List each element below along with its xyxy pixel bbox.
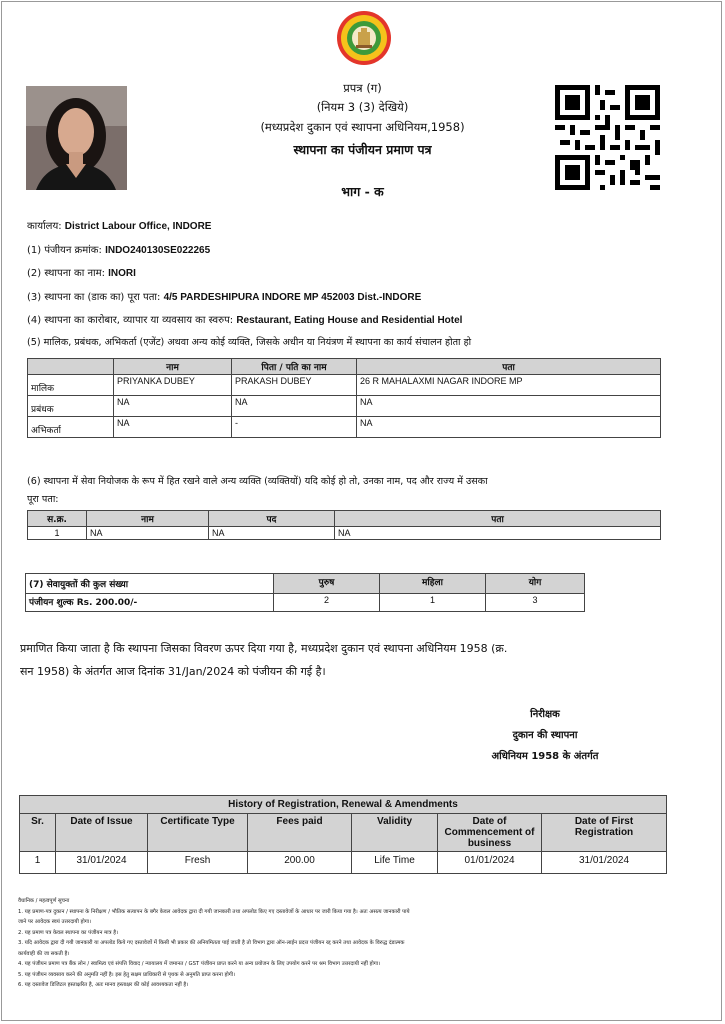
note-item: 1. यह प्रमाण-पत्र दुकान / स्थापना के निरीक्षण / भौतिक सत्यापन के बगैर केवल आवेदक द्वारा दी गयी जानकारी तथा अपलोड किए गए दस्तावेजों के आधार पर जारी किया गया है। अतः असत्य जानकारी पाये	[18, 908, 410, 915]
note-item: कार्यवाही की जा सकती है।	[18, 950, 70, 957]
other-persons-table	[27, 510, 661, 540]
note-item: 3. यदि आवेदक द्वारा दी गयी जानकारी या अपलोड किये गए दस्तावेजों में किसी भी प्रकार की अनियमितता पाई जाती है तो विभाग द्वारा ऑन-लाईन प्रदत्त पंजीयन रद्द करने तथा आवेदक के विरुद्ध दंडात्मक	[18, 940, 405, 946]
role-cell: अभिकर्ता	[28, 417, 114, 438]
establishment-name-value: INORI	[108, 268, 136, 279]
table-header-cell: महिला	[380, 574, 486, 594]
office-row	[27, 218, 211, 232]
signatory-act: अधिनियम 1958 के अंतर्गत	[491, 751, 599, 762]
male-count: 2	[274, 594, 380, 612]
owner-heading: (5) मालिक, प्रबंधक, अभिकर्ता (एजेंट) अथवा अन्य कोई व्यक्ति, जिसके अधीन या नियंत्रण में स्थापना का कार्य संचालन होता हो	[27, 337, 472, 348]
table-header-cell: पता	[335, 511, 661, 527]
table-cell: NA	[114, 417, 232, 438]
certification-line: प्रमाणित किया जाता है कि स्थापना जिसका विवरण ऊपर दिया गया है, मध्यप्रदेश दुकान एवं स्थापना अधिनियम 1958 (क्र.	[20, 642, 508, 655]
note-item: 4. यह पंजीयन प्रमाण पत्र बैंक लोन / स्वामित्व एवं संपत्ति विवाद / न्यायालय में जमानत / GST पंजीयन प्राप्त करने या अन्य प्रयोजन के लिए उपयोग करने पर श्रम विभाग उत्तरदायी नहीं होगा।	[18, 961, 381, 967]
signatory-title: निरीक्षक	[530, 709, 560, 720]
form-number: प्रपत्र (ग)	[343, 81, 382, 95]
table-cell: -	[232, 417, 357, 438]
table-cell: NA	[357, 396, 661, 417]
owners-table	[27, 358, 661, 438]
table-header-cell: योग	[486, 574, 585, 594]
employees-table	[25, 573, 585, 612]
note-item: 6. यह दस्तावेज डिजिटल हस्ताक्षरित है, अतः मानव हस्ताक्षर की कोई आवश्यकता नहीं है।	[18, 982, 189, 988]
table-header-cell: Date of Issue	[56, 814, 148, 852]
table-row	[28, 417, 661, 438]
registration-fields	[27, 0, 667, 350]
table-cell: NA	[232, 396, 357, 417]
note-item: 2. यह प्रमाण पत्र केवल स्थापना का पंजीयन मात्र है।	[18, 929, 119, 936]
establishment-name-label: (2) स्थापना का नाम:	[27, 268, 105, 279]
history-title-row	[20, 796, 667, 814]
table-cell: 01/01/2024	[438, 852, 542, 874]
certificate-title: स्थापना का पंजीयन प्रमाण पत्र	[293, 142, 432, 157]
owners-table-header	[28, 359, 661, 375]
table-cell: 1	[28, 527, 87, 540]
certification-line: सन 1958) के अंतर्गत आज दिनांक 31/Jan/2024 को पंजीयन की गई है।	[20, 665, 326, 678]
address-row	[27, 289, 421, 303]
registration-number-value: INDO240130SE022265	[105, 245, 211, 256]
table-header-cell: Certificate Type	[148, 814, 248, 852]
table-header-cell: पद	[209, 511, 335, 527]
address-label: (3) स्थापना का (डाक का) पूरा पता:	[27, 292, 161, 303]
employees-label: (7) सेवायुक्तों की कुल संख्या	[26, 574, 274, 594]
total-count: 3	[486, 594, 585, 612]
business-row	[27, 312, 462, 326]
table-cell: 31/01/2024	[542, 852, 667, 874]
certification-text	[20, 637, 660, 683]
registration-number-label: (1) पंजीयन क्रमांक:	[27, 245, 102, 256]
history-table	[19, 795, 667, 874]
note-item: 5. यह पंजीयन व्यवसाय करने की अनुमति नहीं है। इस हेतु सक्षम प्राधिकारी से पृथक से अनुमति प्राप्त करना होगी।	[18, 971, 236, 978]
table-header-cell: नाम	[87, 511, 209, 527]
table-cell: NA	[335, 527, 661, 540]
business-value: Restaurant, Eating House and Residential Hotel	[236, 315, 463, 326]
note-item: जाने पर आवेदक स्वयं उत्तरदायी होगा।	[18, 919, 92, 925]
table-header-cell: Date of First Registration	[542, 814, 667, 852]
table-cell: PRAKASH DUBEY	[232, 375, 357, 396]
table-header-cell: Sr.	[20, 814, 56, 852]
table-cell: 26 R MAHALAXMI NAGAR INDORE MP	[357, 375, 661, 396]
table-cell: 200.00	[248, 852, 352, 874]
table-header-cell: पुरुष	[274, 574, 380, 594]
table-cell: NA	[357, 417, 661, 438]
table-header-cell: Date of Commencement of business	[438, 814, 542, 852]
table-cell: NA	[114, 396, 232, 417]
table-header-cell	[28, 359, 114, 375]
table-header-cell: स.क्र.	[28, 511, 87, 527]
other-persons-heading: (6) स्थापना में सेवा नियोजक के रूप में हित रखने वाले अन्य व्यक्ति (व्यक्तियों) यदि कोई हो तो, उनका नाम, पद और राज्य में उसका	[27, 476, 488, 487]
business-label: (4) स्थापना का कारोबार, व्यापार या व्यवसाय का स्वरुप:	[27, 315, 234, 326]
history-header-row	[20, 814, 667, 852]
office-value: District Labour Office, INDORE	[64, 221, 212, 232]
notes-title: वैधानिक / महत्वपूर्ण सूचना	[18, 898, 70, 904]
role-cell: प्रबंधक	[28, 396, 114, 417]
table-cell: NA	[209, 527, 335, 540]
table-row	[28, 375, 661, 396]
rule-reference: (नियम 3 (3) देखिये)	[316, 100, 409, 114]
table-cell: Life Time	[352, 852, 438, 874]
table-cell: PRIYANKA DUBEY	[114, 375, 232, 396]
office-label: कार्यालय:	[27, 221, 62, 232]
registration-fee: पंजीयन शुल्क Rs. 200.00/-	[26, 594, 274, 612]
statutory-notes	[18, 896, 668, 991]
registration-number-row	[27, 242, 210, 256]
table-row	[28, 527, 661, 540]
signatory-office: दुकान की स्थापना	[512, 730, 578, 741]
other-persons-table-header	[28, 511, 661, 527]
table-cell: NA	[87, 527, 209, 540]
part-label: भाग - क	[341, 184, 384, 199]
table-row	[28, 396, 661, 417]
table-header-cell: पिता / पति का नाम	[232, 359, 357, 375]
table-cell: Fresh	[148, 852, 248, 874]
address-value: 4/5 PARDESHIPURA INDORE MP 452003 Dist.-INDORE	[163, 292, 422, 303]
table-row	[20, 852, 667, 874]
table-header-cell: Validity	[352, 814, 438, 852]
table-cell: 31/01/2024	[56, 852, 148, 874]
table-header-cell: नाम	[114, 359, 232, 375]
table-cell: 1	[20, 852, 56, 874]
table-header-cell: Fees paid	[248, 814, 352, 852]
table-row	[26, 594, 585, 612]
female-count: 1	[380, 594, 486, 612]
role-cell: मालिक	[28, 375, 114, 396]
act-name: (मध्यप्रदेश दुकान एवं स्थापना अधिनियम,1958)	[260, 120, 465, 134]
establishment-name-row	[27, 265, 136, 279]
other-persons-heading-cont: पूरा पता:	[27, 494, 59, 505]
history-title: History of Registration, Renewal & Amendments	[20, 796, 667, 814]
employees-header-row	[26, 574, 585, 594]
table-header-cell: पता	[357, 359, 661, 375]
